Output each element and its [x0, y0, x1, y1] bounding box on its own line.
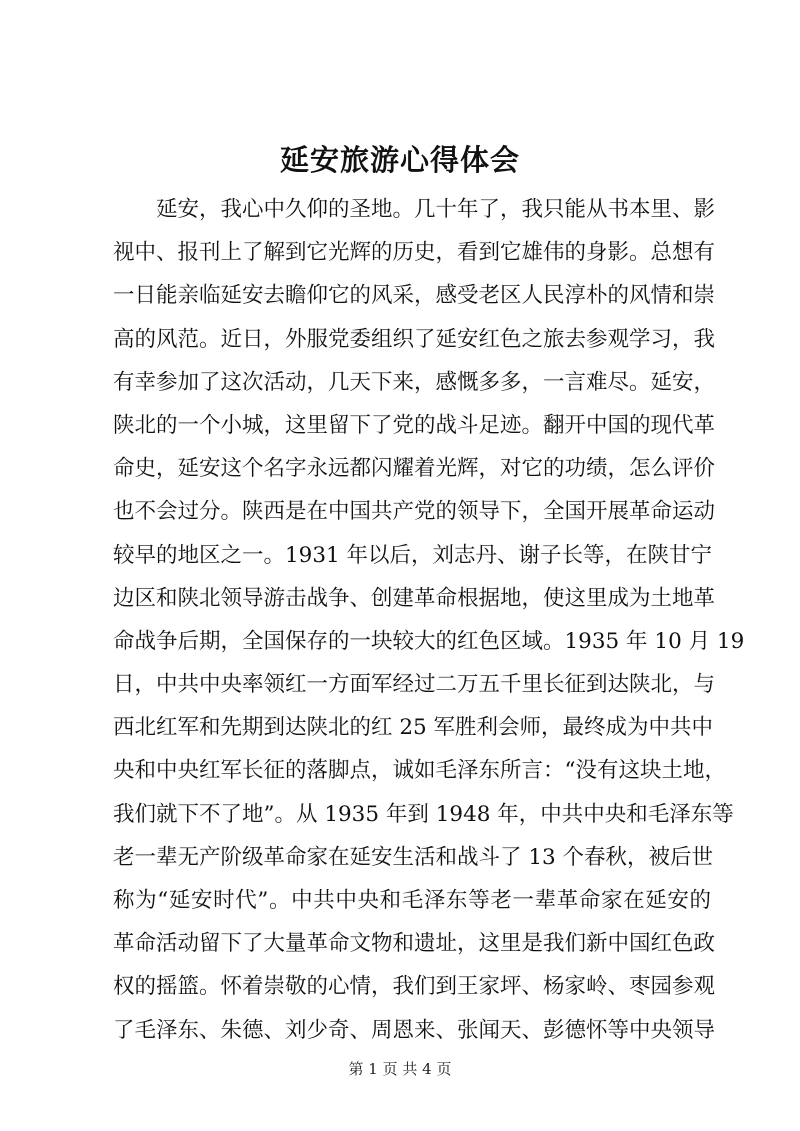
text-line: 较早的地区之一。1931 年以后，刘志丹、谢子长等，在陕甘宁 [113, 542, 713, 568]
text-line: 有幸参加了这次活动，几天下来，感慨多多，一言难尽。延安， [113, 369, 716, 395]
text-line: 称为“延安时代”。中共中央和毛泽东等老一辈革命家在延安的 [113, 888, 711, 913]
text-line: 边区和陕北领导游击战争、创建革命根据地，使这里成为土地革 [113, 585, 716, 611]
text-line: 命战争后期，全国保存的一块较大的红色区域。1935 年 10 月 19 [113, 628, 745, 654]
document-title: 延安旅游心得体会 [279, 143, 520, 177]
page-footer: 第 1 页 共 4 页 [348, 1060, 452, 1078]
text-line: 高的风范。近日，外服党委组织了延安红色之旅去参观学习，我 [113, 326, 716, 352]
text-line: 一日能亲临延安去瞻仰它的风采，感受老区人民淳朴的风情和崇 [113, 283, 716, 309]
text-line: 西北红军和先期到达陕北的红 25 军胜利会师，最终成为中共中 [113, 715, 714, 741]
text-line: 延安，我心中久仰的圣地。几十年了，我只能从书本里、影 [156, 197, 716, 222]
text-line: 也不会过分。陕西是在中国共产党的领导下，全国开展革命运动 [113, 499, 716, 525]
text-line: 陕北的一个小城，这里留下了党的战斗足迹。翻开中国的现代革 [113, 412, 716, 438]
text-line: 视中、报刊上了解到它光辉的历史，看到它雄伟的身影。总想有 [113, 240, 716, 266]
text-line: 命史，延安这个名字永远都闪耀着光辉，对它的功绩，怎么评价 [113, 456, 716, 482]
text-line: 央和中央红军长征的落脚点，诚如毛泽东所言：“没有这块土地， [113, 758, 726, 784]
body-paragraph [113, 188, 745, 1052]
text-line: 革命活动留下了大量革命文物和遗址，这里是我们新中国红色政 [113, 931, 716, 957]
text-line: 我们就下不了地”。从 1935 年到 1948 年，中共中央和毛泽东等 [113, 801, 734, 827]
text-line: 了毛泽东、朱德、刘少奇、周恩来、张闻天、彭德怀等中央领导 [113, 1017, 716, 1043]
text-line: 日，中共中央率领红一方面军经过二万五千里长征到达陕北，与 [113, 672, 716, 698]
text-line: 老一辈无产阶级革命家在延安生活和战斗了 13 个春秋，被后世 [113, 844, 714, 870]
text-line: 权的摇篮。怀着崇敬的心情，我们到王家坪、杨家岭、枣园参观 [113, 974, 716, 1000]
